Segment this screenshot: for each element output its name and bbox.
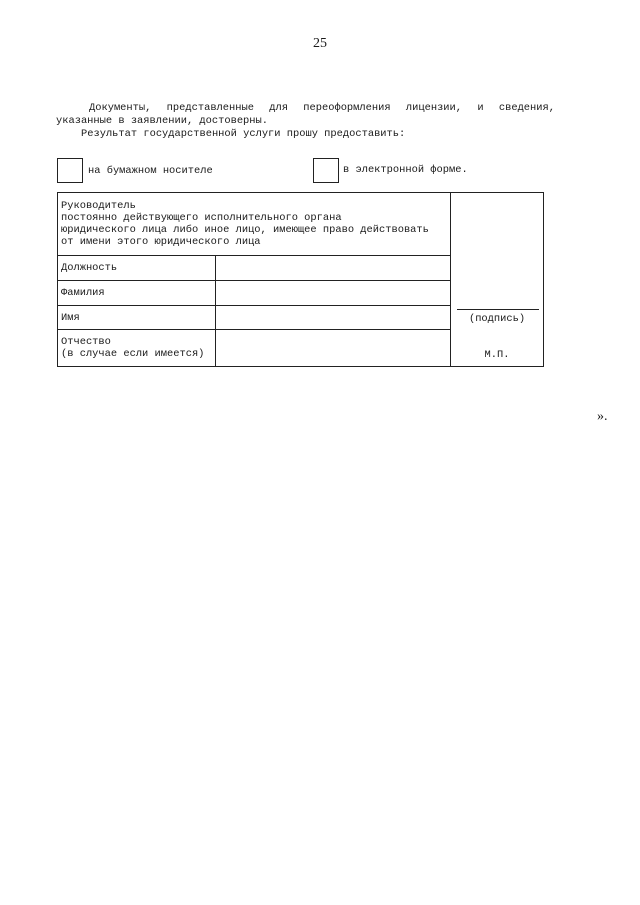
- electronic-format-checkbox[interactable]: [313, 158, 339, 183]
- first-name-label: Имя: [58, 306, 216, 330]
- surname-label: Фамилия: [58, 281, 216, 306]
- position-field[interactable]: [216, 256, 451, 281]
- page-number: 25: [313, 36, 327, 51]
- signatory-header: [58, 193, 451, 256]
- paragraph-line-1: Документы, представленные для переоформления лицензии, и сведения,: [89, 102, 555, 114]
- signatory-table: [57, 192, 544, 367]
- electronic-format-label: в электронной форме.: [343, 164, 468, 176]
- header-line: постоянно действующего исполнительного органа: [61, 212, 342, 224]
- header-line: от имени этого юридического лица: [61, 236, 261, 248]
- header-line: Руководитель: [61, 200, 136, 212]
- signature-caption: (подпись): [468, 313, 526, 325]
- position-label: Должность: [58, 256, 216, 281]
- paper-format-label: на бумажном носителе: [88, 165, 213, 177]
- paragraph-line-2: указанные в заявлении, достоверны.: [56, 115, 269, 127]
- signature-stamp-cell[interactable]: [451, 193, 544, 367]
- stamp-label: М.П.: [484, 349, 510, 361]
- header-line: юридического лица либо иное лицо, имеющее право действовать: [61, 224, 429, 236]
- closing-quote: ».: [597, 409, 608, 424]
- first-name-field[interactable]: [216, 306, 451, 330]
- patronymic-label-note: (в случае если имеется): [61, 348, 205, 360]
- surname-field[interactable]: [216, 281, 451, 306]
- paper-format-checkbox[interactable]: [57, 158, 83, 183]
- patronymic-label: [58, 330, 216, 367]
- patronymic-field[interactable]: [216, 330, 451, 367]
- patronymic-label-line: Отчество: [61, 336, 111, 348]
- paragraph-line-3: Результат государственной услуги прошу предоставить:: [81, 128, 406, 140]
- signature-line: [457, 309, 539, 310]
